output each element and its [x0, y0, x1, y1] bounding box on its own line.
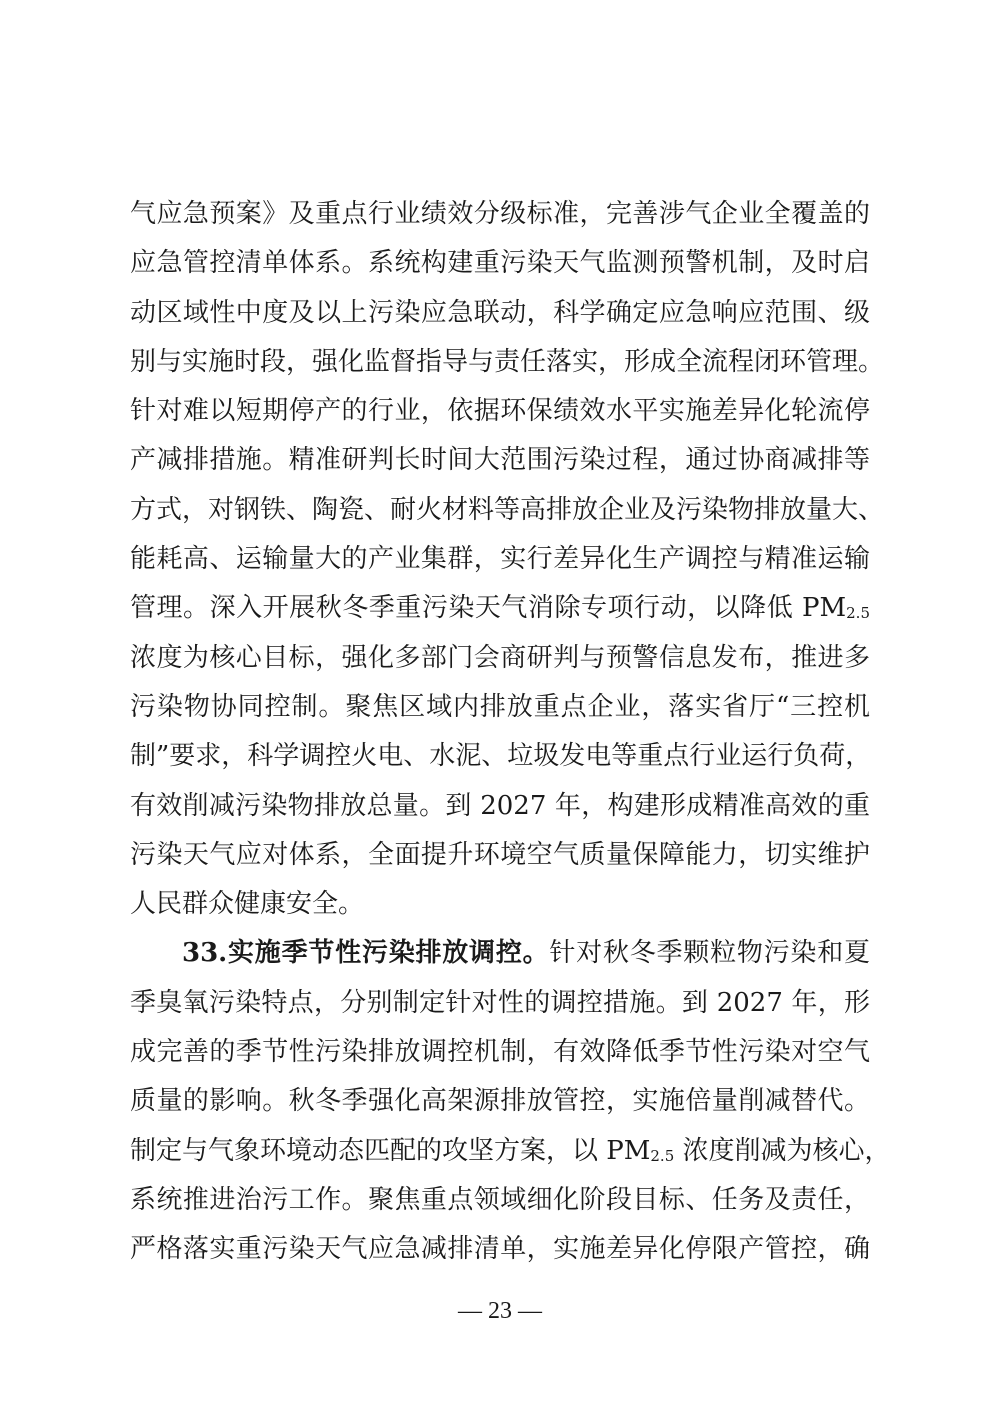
text-line: 针对难以短期停产的行业，依据环保绩效水平实施差异化轮流停	[130, 396, 870, 427]
text-line: 产减排措施。精准研判长时间大范围污染过程，通过协商减排等	[130, 445, 870, 476]
section-heading: 33.实施季节性污染排放调控。	[182, 938, 550, 969]
text-line: 浓度为核心目标，强化多部门会商研判与预警信息发布，推进多	[130, 642, 870, 673]
text-line: 动区域性中度及以上污染应急联动，科学确定应急响应范围、级	[130, 297, 870, 328]
text-line: 严格落实重污染天气应急减排清单，实施差异化停限产管控，确	[130, 1234, 870, 1265]
text-segment: 针对秋冬季颗粒物污染和夏	[549, 938, 870, 969]
body-text	[130, 190, 891, 1275]
text-line: 制”要求，科学调控火电、水泥、垃圾发电等重点行业运行负荷，	[130, 741, 872, 772]
text-line-pm25	[130, 584, 870, 633]
text-segment: 制定与气象环境动态匹配的攻坚方案，以 PM	[130, 1135, 651, 1166]
subscript: 2.5	[846, 604, 870, 623]
subscript: 2.5	[650, 1146, 675, 1165]
text-line: 季臭氧污染特点，分别制定针对性的调控措施。到 2027 年，形	[130, 987, 870, 1018]
text-line-pm25	[130, 1127, 891, 1176]
text-line: 方式，对钢铁、陶瓷、耐火材料等高排放企业及污染物排放量大、	[130, 494, 885, 525]
text-line: 别与实施时段，强化监督指导与责任落实，形成全流程闭环管理。	[130, 346, 885, 377]
section-33-first-line	[130, 929, 870, 978]
text-line: 污染物协同控制。聚焦区域内排放重点企业，落实省厅“三控机	[130, 691, 870, 722]
text-line: 能耗高、运输量大的产业集群，实行差异化生产调控与精准运输	[130, 544, 870, 575]
text-line: 系统推进治污工作。聚焦重点领域细化阶段目标、任务及责任，	[130, 1184, 870, 1215]
text-line: 人民群众健康安全。	[130, 889, 365, 920]
text-line: 污染天气应对体系，全面提升环境空气质量保障能力，切实维护	[130, 839, 870, 870]
page-number: — 23 —	[458, 1298, 542, 1324]
text-line: 质量的影响。秋冬季强化高架源排放管控，实施倍量削减替代。	[130, 1086, 870, 1117]
text-segment: 浓度削减为核心，	[674, 1135, 891, 1166]
text-line: 有效削减污染物排放总量。到 2027 年，构建形成精准高效的重	[130, 790, 870, 821]
text-line: 应急管控清单体系。系统构建重污染天气监测预警机制，及时启	[130, 248, 870, 279]
text-line: 气应急预案》及重点行业绩效分级标准，完善涉气企业全覆盖的	[130, 199, 870, 229]
text-segment: 管理。深入开展秋冬季重污染天气消除专项行动，以降低 PM	[130, 593, 847, 624]
text-line: 成完善的季节性污染排放调控机制，有效降低季节性污染对空气	[130, 1037, 870, 1068]
